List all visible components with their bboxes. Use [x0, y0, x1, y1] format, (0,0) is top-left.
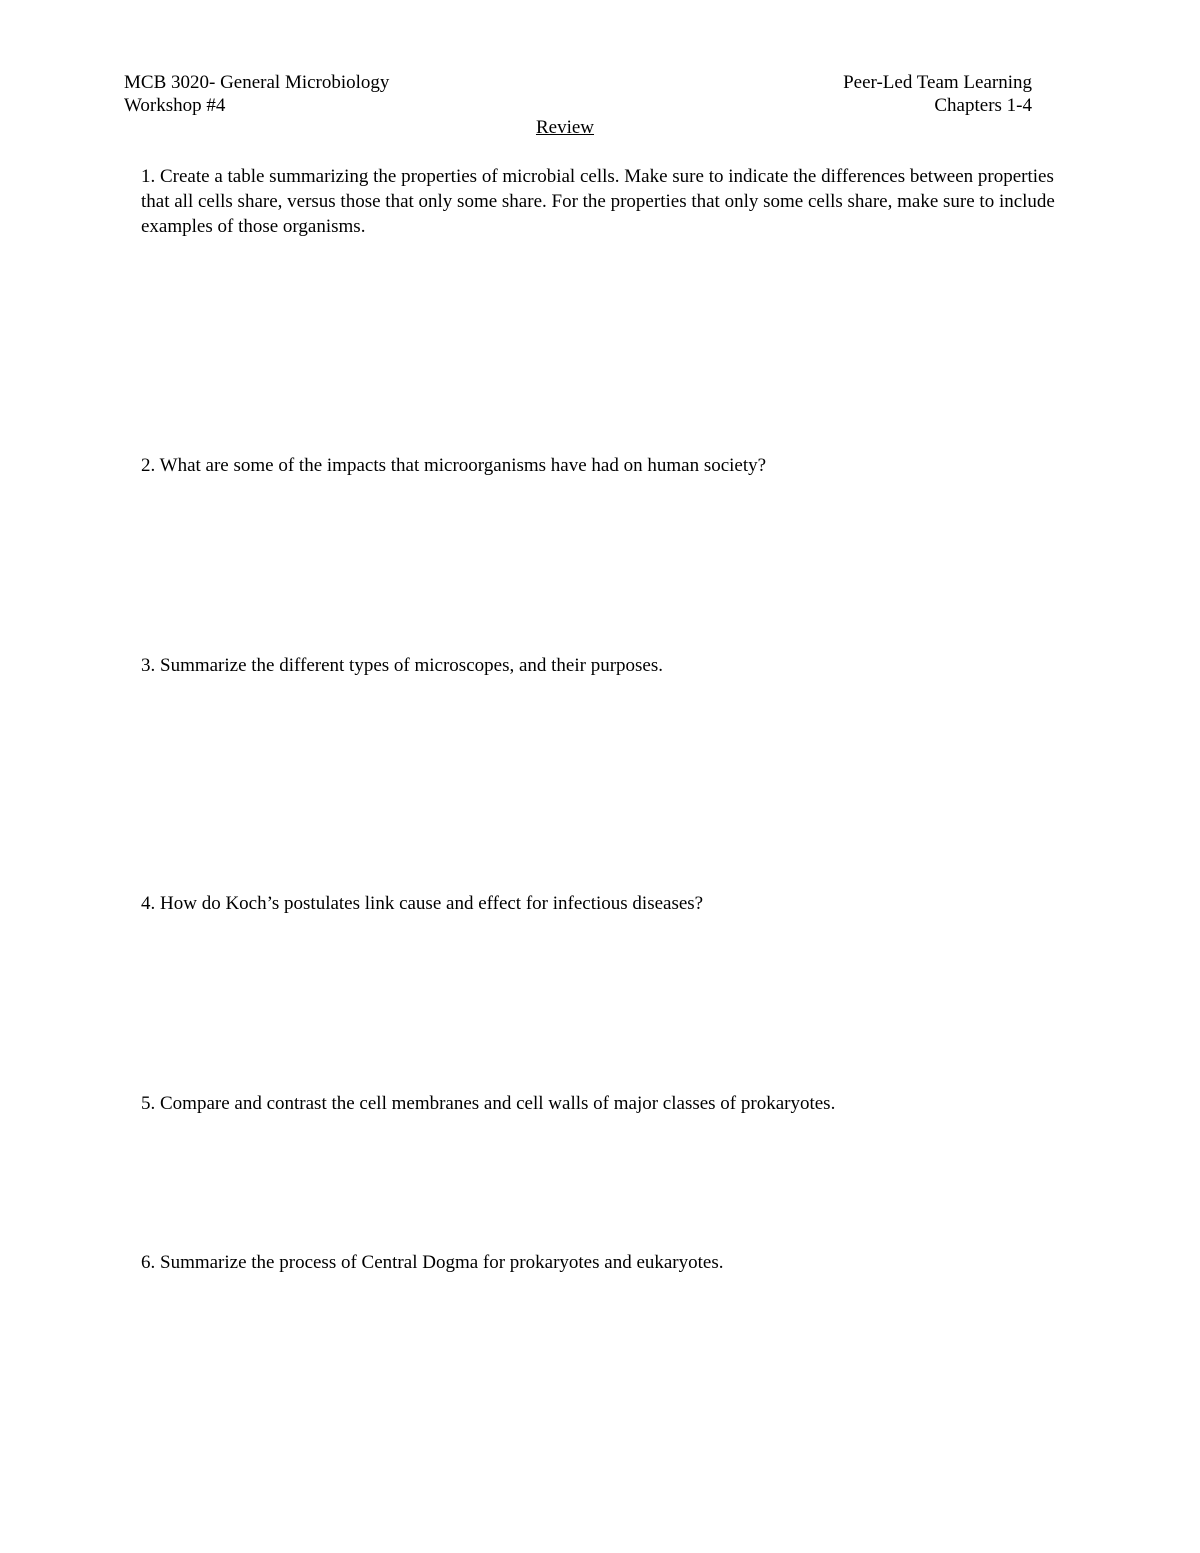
header-right: [843, 71, 1032, 117]
question-4: 4. How do Koch’s postulates link cause and effect for infectious diseases?: [141, 893, 704, 914]
question-2: 2. What are some of the impacts that microorganisms have had on human society?: [141, 455, 767, 476]
question-1: 1. Create a table summarizing the properties of microbial cells. Make sure to indicate the differences between properties that all cells share, versus those that only some share. For the properties that only some cells share, make sure to include examples of those organisms.: [141, 166, 1055, 237]
program-name: Peer-Led Team Learning: [843, 72, 1032, 93]
course-title: MCB 3020- General Microbiology: [124, 72, 390, 93]
header-left: [124, 71, 389, 117]
question-6: 6. Summarize the process of Central Dogma for prokaryotes and eukaryotes.: [141, 1252, 724, 1273]
question-3: 3. Summarize the different types of microscopes, and their purposes.: [141, 655, 664, 676]
chapters-range: Chapters 1-4: [934, 95, 1032, 116]
question-5: 5. Compare and contrast the cell membranes and cell walls of major classes of prokaryotes.: [141, 1093, 836, 1114]
workshop-number: Workshop #4: [124, 95, 226, 116]
page-title: Review: [535, 117, 595, 138]
